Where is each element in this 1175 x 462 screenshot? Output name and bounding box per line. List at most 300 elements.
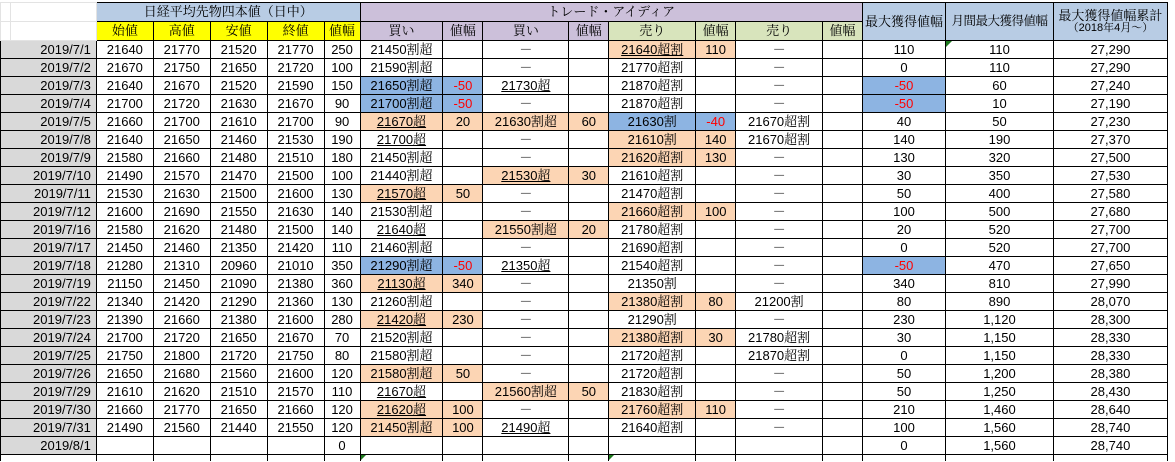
cell-daily-max[interactable]: 20 bbox=[863, 221, 946, 239]
cell-close[interactable]: 21600 bbox=[267, 365, 324, 383]
cell-open[interactable]: 21490 bbox=[96, 167, 153, 185]
cell-cumulative[interactable]: 28,740 bbox=[1053, 437, 1167, 455]
cell-daily-max[interactable]: 210 bbox=[863, 401, 946, 419]
cell-buy2[interactable]: － bbox=[483, 185, 569, 203]
cell-range[interactable]: 80 bbox=[324, 347, 360, 365]
cell-sell1[interactable]: 21870超割 bbox=[609, 77, 696, 95]
cell-low[interactable]: 21520 bbox=[210, 41, 267, 59]
cell-low[interactable]: 21470 bbox=[210, 167, 267, 185]
cell-low[interactable]: 21560 bbox=[210, 365, 267, 383]
col-header-buy1[interactable]: 買い bbox=[360, 22, 443, 41]
cell-daily-max[interactable]: 80 bbox=[863, 293, 946, 311]
cell-monthly-max[interactable]: 1,250 bbox=[945, 383, 1053, 401]
cell-close[interactable]: 21500 bbox=[267, 167, 324, 185]
cell-range[interactable]: 0 bbox=[324, 437, 360, 455]
cell-low[interactable]: 21350 bbox=[210, 239, 267, 257]
cell-buy2[interactable]: 21530超 bbox=[483, 167, 569, 185]
cell-sell2[interactable]: － bbox=[736, 275, 823, 293]
cell-buy2-range[interactable] bbox=[569, 95, 609, 113]
monthly-max-col-header[interactable]: 月間最大獲得値幅 bbox=[945, 3, 1053, 41]
cell-daily-max[interactable]: -50 bbox=[863, 95, 946, 113]
cell-date[interactable]: 2019/7/23 bbox=[1, 311, 97, 329]
cell-buy1[interactable]: 21580割超 bbox=[360, 347, 443, 365]
cell-monthly-max[interactable]: 890 bbox=[945, 293, 1053, 311]
cell-sell1[interactable]: 21380超割 bbox=[609, 329, 696, 347]
cell-sell1[interactable] bbox=[609, 437, 696, 455]
trade-group-header[interactable]: トレード・アイディア bbox=[360, 3, 862, 22]
cell-sell1-range[interactable]: 130 bbox=[696, 149, 736, 167]
cell-range[interactable]: 140 bbox=[324, 203, 360, 221]
cell-sell2-range[interactable] bbox=[823, 113, 863, 131]
cell-sell2[interactable]: － bbox=[736, 239, 823, 257]
cell-cumulative[interactable]: 27,700 bbox=[1053, 221, 1167, 239]
cell-open[interactable]: 21530 bbox=[96, 185, 153, 203]
cell-low[interactable]: 21440 bbox=[210, 419, 267, 437]
cell-sell2-range[interactable] bbox=[823, 167, 863, 185]
cell-buy2-range[interactable] bbox=[569, 419, 609, 437]
daily-max-col-header[interactable]: 最大獲得値幅 bbox=[863, 3, 946, 41]
cell-buy2[interactable]: － bbox=[483, 203, 569, 221]
cell-close[interactable]: 21010 bbox=[267, 257, 324, 275]
cell-sell2-range[interactable] bbox=[823, 257, 863, 275]
cell-sell2-range[interactable] bbox=[823, 149, 863, 167]
cell-high[interactable]: 21460 bbox=[153, 239, 210, 257]
cell-buy1[interactable]: 21530割超 bbox=[360, 203, 443, 221]
cell-buy1[interactable]: 21590割超 bbox=[360, 59, 443, 77]
cell-buy1[interactable] bbox=[360, 437, 443, 455]
cell-sell2[interactable]: － bbox=[736, 167, 823, 185]
cell-buy2[interactable]: 21550割超 bbox=[483, 221, 569, 239]
cell-open[interactable]: 21600 bbox=[96, 203, 153, 221]
cell-range[interactable]: 130 bbox=[324, 185, 360, 203]
cell-range[interactable]: 120 bbox=[324, 401, 360, 419]
cell-low[interactable]: 21520 bbox=[210, 77, 267, 95]
cell-sell2[interactable]: － bbox=[736, 311, 823, 329]
cell-high[interactable]: 21720 bbox=[153, 329, 210, 347]
cell-monthly-max[interactable]: 1,120 bbox=[945, 311, 1053, 329]
cell-high[interactable] bbox=[153, 437, 210, 455]
cell-buy1-range[interactable] bbox=[443, 293, 483, 311]
cell-range[interactable]: 360 bbox=[324, 275, 360, 293]
cell-date[interactable]: 2019/7/24 bbox=[1, 329, 97, 347]
cell-buy2-range[interactable]: 30 bbox=[569, 167, 609, 185]
cell-buy2[interactable]: － bbox=[483, 41, 569, 59]
cell-sell1-range[interactable]: 110 bbox=[696, 401, 736, 419]
cell-open[interactable]: 21650 bbox=[96, 365, 153, 383]
cell-date[interactable]: 2019/7/8 bbox=[1, 131, 97, 149]
cell-buy1-range[interactable] bbox=[443, 167, 483, 185]
cell-open[interactable]: 21700 bbox=[96, 95, 153, 113]
cell-sell1-range[interactable] bbox=[696, 221, 736, 239]
cell-range[interactable]: 100 bbox=[324, 59, 360, 77]
cell-range[interactable]: 90 bbox=[324, 113, 360, 131]
cell-buy1[interactable]: 21440割超 bbox=[360, 167, 443, 185]
cumulative-col-header[interactable] bbox=[1053, 3, 1167, 41]
cell-date[interactable]: 2019/7/22 bbox=[1, 293, 97, 311]
cell-buy1[interactable]: 21700超 bbox=[360, 131, 443, 149]
cell-buy2[interactable] bbox=[483, 437, 569, 455]
cell-open[interactable]: 21280 bbox=[96, 257, 153, 275]
cell-daily-max[interactable]: 0 bbox=[863, 437, 946, 455]
cell-buy2-range[interactable] bbox=[569, 59, 609, 77]
cell-buy2-range[interactable] bbox=[569, 311, 609, 329]
cell-sell1-range[interactable] bbox=[696, 347, 736, 365]
cell-monthly-max[interactable]: 520 bbox=[945, 221, 1053, 239]
cell-buy2-range[interactable] bbox=[569, 203, 609, 221]
cell-sell1-range[interactable]: -40 bbox=[696, 113, 736, 131]
cell-sell2[interactable]: 21670超割 bbox=[736, 113, 823, 131]
cell-open[interactable]: 21450 bbox=[96, 239, 153, 257]
cell-low[interactable]: 21500 bbox=[210, 185, 267, 203]
cell-range[interactable]: 120 bbox=[324, 419, 360, 437]
cell-high[interactable]: 21680 bbox=[153, 365, 210, 383]
cell-sell1[interactable]: 21540超割 bbox=[609, 257, 696, 275]
cell-high[interactable]: 21770 bbox=[153, 41, 210, 59]
cell-high[interactable]: 21720 bbox=[153, 95, 210, 113]
cell-sell2-range[interactable] bbox=[823, 239, 863, 257]
cell-buy1[interactable]: 21520割超 bbox=[360, 329, 443, 347]
cell-buy2-range[interactable]: 60 bbox=[569, 113, 609, 131]
cell-range[interactable]: 280 bbox=[324, 311, 360, 329]
cell-sell1-range[interactable]: 80 bbox=[696, 293, 736, 311]
cell-sell2-range[interactable] bbox=[823, 329, 863, 347]
cell-buy2-range[interactable] bbox=[569, 275, 609, 293]
cell-buy2-range[interactable] bbox=[569, 347, 609, 365]
cell-daily-max[interactable]: 130 bbox=[863, 149, 946, 167]
cell-sell2-range[interactable] bbox=[823, 275, 863, 293]
cell-range[interactable]: 120 bbox=[324, 365, 360, 383]
cell-close[interactable]: 21500 bbox=[267, 221, 324, 239]
cell-sell2-range[interactable] bbox=[823, 131, 863, 149]
cell-close[interactable]: 21700 bbox=[267, 113, 324, 131]
cell-close[interactable] bbox=[267, 437, 324, 455]
cell-sell1-range[interactable] bbox=[696, 437, 736, 455]
cell-sell1[interactable]: 21640超割 bbox=[609, 419, 696, 437]
cell-sell1[interactable]: 21640超割 bbox=[609, 41, 696, 59]
cell-buy2[interactable]: － bbox=[483, 149, 569, 167]
cell-sell1-range[interactable] bbox=[696, 275, 736, 293]
cell-buy1-range[interactable]: -50 bbox=[443, 257, 483, 275]
cell-sell1[interactable]: 21610超割 bbox=[609, 167, 696, 185]
cell-high[interactable]: 21630 bbox=[153, 185, 210, 203]
cell-date[interactable]: 2019/7/11 bbox=[1, 185, 97, 203]
cell-buy1[interactable]: 21450割超 bbox=[360, 41, 443, 59]
cell-buy1-range[interactable]: -50 bbox=[443, 77, 483, 95]
cell-date[interactable]: 2019/7/29 bbox=[1, 383, 97, 401]
cell-monthly-max[interactable]: 810 bbox=[945, 275, 1053, 293]
cell-date[interactable]: 2019/7/1 bbox=[1, 41, 97, 59]
cell-buy1[interactable]: 21260割超 bbox=[360, 293, 443, 311]
cell-date[interactable]: 2019/7/12 bbox=[1, 203, 97, 221]
cell-low[interactable]: 21480 bbox=[210, 221, 267, 239]
cell-open[interactable]: 21660 bbox=[96, 113, 153, 131]
cell-open[interactable]: 21660 bbox=[96, 401, 153, 419]
cell-daily-max[interactable]: 230 bbox=[863, 311, 946, 329]
cell-monthly-max[interactable]: 1,150 bbox=[945, 329, 1053, 347]
cell-daily-max[interactable]: 50 bbox=[863, 185, 946, 203]
cell-daily-max[interactable]: 50 bbox=[863, 383, 946, 401]
col-header-sell1-range[interactable]: 値幅 bbox=[696, 22, 736, 41]
cell-high[interactable]: 21750 bbox=[153, 59, 210, 77]
cell-sell2-range[interactable] bbox=[823, 77, 863, 95]
cell-sell1-range[interactable]: 30 bbox=[696, 329, 736, 347]
col-header-close[interactable]: 終値 bbox=[267, 22, 324, 41]
cell-sell1[interactable]: 21760超割 bbox=[609, 401, 696, 419]
cell-open[interactable]: 21670 bbox=[96, 59, 153, 77]
cell-buy2[interactable]: 21560割超 bbox=[483, 383, 569, 401]
cell-range[interactable]: 110 bbox=[324, 383, 360, 401]
col-header-buy1-range[interactable]: 値幅 bbox=[443, 22, 483, 41]
cell-low[interactable]: 21650 bbox=[210, 59, 267, 77]
cell-close[interactable]: 21600 bbox=[267, 185, 324, 203]
cell-monthly-max[interactable]: 190 bbox=[945, 131, 1053, 149]
cell-sell1[interactable]: 21830超割 bbox=[609, 383, 696, 401]
cell-monthly-max[interactable]: 470 bbox=[945, 257, 1053, 275]
cell-sell2[interactable]: 21200割 bbox=[736, 293, 823, 311]
cell-buy2[interactable]: 21350超 bbox=[483, 257, 569, 275]
cell-sell1[interactable]: 21770超割 bbox=[609, 59, 696, 77]
cell-high[interactable]: 21670 bbox=[153, 77, 210, 95]
cell-buy1-range[interactable]: 230 bbox=[443, 311, 483, 329]
cell-monthly-max[interactable]: 50 bbox=[945, 113, 1053, 131]
cell-buy1[interactable]: 21700割超 bbox=[360, 95, 443, 113]
cell-sell2[interactable]: － bbox=[736, 149, 823, 167]
cell-sell2[interactable]: － bbox=[736, 59, 823, 77]
cell-date[interactable]: 2019/7/19 bbox=[1, 275, 97, 293]
cell-daily-max[interactable]: 30 bbox=[863, 329, 946, 347]
cell-low[interactable]: 21480 bbox=[210, 149, 267, 167]
cell-buy2-range[interactable]: 20 bbox=[569, 221, 609, 239]
cell-sell2-range[interactable] bbox=[823, 95, 863, 113]
cell-sell1-range[interactable]: 110 bbox=[696, 41, 736, 59]
cell-date[interactable]: 2019/7/5 bbox=[1, 113, 97, 131]
cell-buy2[interactable]: － bbox=[483, 293, 569, 311]
cell-buy1-range[interactable] bbox=[443, 239, 483, 257]
cell-buy1-range[interactable]: 20 bbox=[443, 113, 483, 131]
cell-open[interactable]: 21150 bbox=[96, 275, 153, 293]
cell-sell1-range[interactable] bbox=[696, 77, 736, 95]
cell-sell1[interactable]: 21720超割 bbox=[609, 347, 696, 365]
cell-sell1[interactable]: 21690超割 bbox=[609, 239, 696, 257]
cell-daily-max[interactable]: 140 bbox=[863, 131, 946, 149]
cell-high[interactable]: 21420 bbox=[153, 293, 210, 311]
cell-close[interactable]: 21380 bbox=[267, 275, 324, 293]
cell-high[interactable]: 21700 bbox=[153, 113, 210, 131]
cell-sell1-range[interactable] bbox=[696, 383, 736, 401]
cell-daily-max[interactable]: 100 bbox=[863, 203, 946, 221]
cell-low[interactable]: 20960 bbox=[210, 257, 267, 275]
cell-open[interactable]: 21640 bbox=[96, 77, 153, 95]
cell-sell1[interactable]: 21610割 bbox=[609, 131, 696, 149]
cell-monthly-max[interactable]: 520 bbox=[945, 239, 1053, 257]
cell-date[interactable]: 2019/7/9 bbox=[1, 149, 97, 167]
cell-monthly-max[interactable]: 1,150 bbox=[945, 347, 1053, 365]
cell-sell1-range[interactable] bbox=[696, 95, 736, 113]
cell-buy1-range[interactable]: -50 bbox=[443, 95, 483, 113]
cell-sell1[interactable]: 21720超割 bbox=[609, 365, 696, 383]
cell-high[interactable]: 21310 bbox=[153, 257, 210, 275]
cell-open[interactable]: 21390 bbox=[96, 311, 153, 329]
cell-daily-max[interactable]: 0 bbox=[863, 347, 946, 365]
cell-low[interactable]: 21630 bbox=[210, 95, 267, 113]
cell-cumulative[interactable]: 28,380 bbox=[1053, 365, 1167, 383]
col-header-range[interactable]: 値幅 bbox=[324, 22, 360, 41]
cell-sell2-range[interactable] bbox=[823, 59, 863, 77]
cell-sell2-range[interactable] bbox=[823, 365, 863, 383]
cell-sell2[interactable]: － bbox=[736, 365, 823, 383]
cell-range[interactable]: 130 bbox=[324, 293, 360, 311]
cell-daily-max[interactable]: 40 bbox=[863, 113, 946, 131]
cell-monthly-max[interactable]: 350 bbox=[945, 167, 1053, 185]
cell-buy2[interactable]: － bbox=[483, 401, 569, 419]
cell-buy2-range[interactable] bbox=[569, 257, 609, 275]
cell-range[interactable]: 350 bbox=[324, 257, 360, 275]
cell-buy2-range[interactable] bbox=[569, 131, 609, 149]
cell-open[interactable]: 21580 bbox=[96, 149, 153, 167]
cell-date[interactable]: 2019/7/26 bbox=[1, 365, 97, 383]
cell-cumulative[interactable]: 27,990 bbox=[1053, 275, 1167, 293]
cell-sell1-range[interactable] bbox=[696, 419, 736, 437]
cell-daily-max[interactable]: 100 bbox=[863, 419, 946, 437]
cell-cumulative[interactable]: 27,680 bbox=[1053, 203, 1167, 221]
cell-buy1[interactable]: 21580割超 bbox=[360, 365, 443, 383]
cell-buy2[interactable]: － bbox=[483, 329, 569, 347]
cell-low[interactable]: 21610 bbox=[210, 113, 267, 131]
cell-buy2[interactable]: － bbox=[483, 131, 569, 149]
cell-cumulative[interactable]: 28,740 bbox=[1053, 419, 1167, 437]
cell-date[interactable]: 2019/7/2 bbox=[1, 59, 97, 77]
cell-open[interactable]: 21700 bbox=[96, 329, 153, 347]
cell-close[interactable]: 21600 bbox=[267, 311, 324, 329]
col-header-buy2-range[interactable]: 値幅 bbox=[569, 22, 609, 41]
cell-daily-max[interactable]: 0 bbox=[863, 59, 946, 77]
cell-cumulative[interactable]: 27,240 bbox=[1053, 77, 1167, 95]
cell-sell2-range[interactable] bbox=[823, 419, 863, 437]
cell-sell1[interactable]: 21620超割 bbox=[609, 149, 696, 167]
cell-open[interactable]: 21640 bbox=[96, 41, 153, 59]
cell-sell1[interactable]: 21870超割 bbox=[609, 95, 696, 113]
cell-range[interactable]: 110 bbox=[324, 239, 360, 257]
cell-buy1[interactable]: 21640超 bbox=[360, 221, 443, 239]
cell-close[interactable]: 21750 bbox=[267, 347, 324, 365]
cell-buy1[interactable]: 21450割超 bbox=[360, 419, 443, 437]
cell-range[interactable]: 250 bbox=[324, 41, 360, 59]
cell-sell2[interactable]: 21870超割 bbox=[736, 347, 823, 365]
cell-sell2[interactable]: － bbox=[736, 95, 823, 113]
cell-sell2[interactable]: － bbox=[736, 419, 823, 437]
cell-monthly-max[interactable]: 1,460 bbox=[945, 401, 1053, 419]
col-header-high[interactable]: 高値 bbox=[153, 22, 210, 41]
cell-sell2-range[interactable] bbox=[823, 293, 863, 311]
cell-sell1[interactable]: 21470超割 bbox=[609, 185, 696, 203]
cell-monthly-max[interactable]: 110 bbox=[945, 41, 1053, 59]
cell-buy2-range[interactable] bbox=[569, 149, 609, 167]
col-header-buy2[interactable]: 買い bbox=[483, 22, 569, 41]
cell-buy2-range[interactable]: 50 bbox=[569, 383, 609, 401]
cell-low[interactable]: 21460 bbox=[210, 131, 267, 149]
cell-low[interactable] bbox=[210, 437, 267, 455]
cell-cumulative[interactable]: 27,500 bbox=[1053, 149, 1167, 167]
cell-buy1[interactable]: 21460割超 bbox=[360, 239, 443, 257]
cell-buy1-range[interactable]: 50 bbox=[443, 185, 483, 203]
col-header-sell2[interactable]: 売り bbox=[736, 22, 823, 41]
cell-high[interactable]: 21620 bbox=[153, 221, 210, 239]
cell-buy1[interactable]: 21570超 bbox=[360, 185, 443, 203]
cell-high[interactable]: 21620 bbox=[153, 383, 210, 401]
cell-cumulative[interactable]: 28,430 bbox=[1053, 383, 1167, 401]
cell-buy1-range[interactable]: 100 bbox=[443, 401, 483, 419]
cell-date[interactable]: 2019/7/10 bbox=[1, 167, 97, 185]
cell-open[interactable]: 21750 bbox=[96, 347, 153, 365]
cell-daily-max[interactable]: 50 bbox=[863, 365, 946, 383]
col-header-low[interactable]: 安値 bbox=[210, 22, 267, 41]
cell-high[interactable]: 21800 bbox=[153, 347, 210, 365]
cell-low[interactable]: 21650 bbox=[210, 401, 267, 419]
cell-date[interactable]: 2019/7/30 bbox=[1, 401, 97, 419]
cell-buy2[interactable]: － bbox=[483, 239, 569, 257]
cell-buy2[interactable]: － bbox=[483, 275, 569, 293]
cell-range[interactable]: 180 bbox=[324, 149, 360, 167]
cell-monthly-max[interactable]: 110 bbox=[945, 59, 1053, 77]
cell-sell1-range[interactable] bbox=[696, 167, 736, 185]
cell-sell2-range[interactable] bbox=[823, 203, 863, 221]
cell-sell1[interactable]: 21290割 bbox=[609, 311, 696, 329]
col-header-open[interactable]: 始値 bbox=[96, 22, 153, 41]
cell-monthly-max[interactable]: 320 bbox=[945, 149, 1053, 167]
cell-cumulative[interactable]: 27,230 bbox=[1053, 113, 1167, 131]
cell-cumulative[interactable]: 27,700 bbox=[1053, 239, 1167, 257]
cell-close[interactable]: 21670 bbox=[267, 329, 324, 347]
cell-buy1-range[interactable]: 340 bbox=[443, 275, 483, 293]
cell-sell2[interactable]: － bbox=[736, 41, 823, 59]
cell-sell1-range[interactable] bbox=[696, 257, 736, 275]
cell-high[interactable]: 21560 bbox=[153, 419, 210, 437]
cell-buy1-range[interactable] bbox=[443, 59, 483, 77]
cell-sell2[interactable]: － bbox=[736, 185, 823, 203]
cell-high[interactable]: 21770 bbox=[153, 401, 210, 419]
cell-date[interactable]: 2019/7/16 bbox=[1, 221, 97, 239]
cell-close[interactable]: 21590 bbox=[267, 77, 324, 95]
cell-buy2[interactable]: － bbox=[483, 347, 569, 365]
cell-cumulative[interactable]: 27,190 bbox=[1053, 95, 1167, 113]
cell-sell2[interactable]: － bbox=[736, 383, 823, 401]
cell-date[interactable]: 2019/7/25 bbox=[1, 347, 97, 365]
cell-open[interactable] bbox=[96, 437, 153, 455]
cell-sell1-range[interactable] bbox=[696, 185, 736, 203]
cell-buy2[interactable]: － bbox=[483, 365, 569, 383]
cell-buy1-range[interactable] bbox=[443, 41, 483, 59]
cell-daily-max[interactable]: -50 bbox=[863, 257, 946, 275]
cell-low[interactable]: 21650 bbox=[210, 329, 267, 347]
cell-cumulative[interactable]: 27,290 bbox=[1053, 59, 1167, 77]
cell-cumulative[interactable]: 28,640 bbox=[1053, 401, 1167, 419]
cell-close[interactable]: 21570 bbox=[267, 383, 324, 401]
cell-monthly-max[interactable]: 500 bbox=[945, 203, 1053, 221]
cell-sell2[interactable]: － bbox=[736, 401, 823, 419]
cell-monthly-max[interactable]: 10 bbox=[945, 95, 1053, 113]
cell-buy1[interactable]: 21420超 bbox=[360, 311, 443, 329]
cell-buy2-range[interactable] bbox=[569, 185, 609, 203]
cell-monthly-max[interactable]: 1,560 bbox=[945, 437, 1053, 455]
cell-sell2-range[interactable] bbox=[823, 221, 863, 239]
cell-open[interactable]: 21490 bbox=[96, 419, 153, 437]
cell-range[interactable]: 140 bbox=[324, 221, 360, 239]
cell-buy2-range[interactable] bbox=[569, 437, 609, 455]
cell-daily-max[interactable]: 30 bbox=[863, 167, 946, 185]
cell-sell2[interactable]: － bbox=[736, 203, 823, 221]
cell-cumulative[interactable]: 27,580 bbox=[1053, 185, 1167, 203]
cell-daily-max[interactable]: 0 bbox=[863, 239, 946, 257]
